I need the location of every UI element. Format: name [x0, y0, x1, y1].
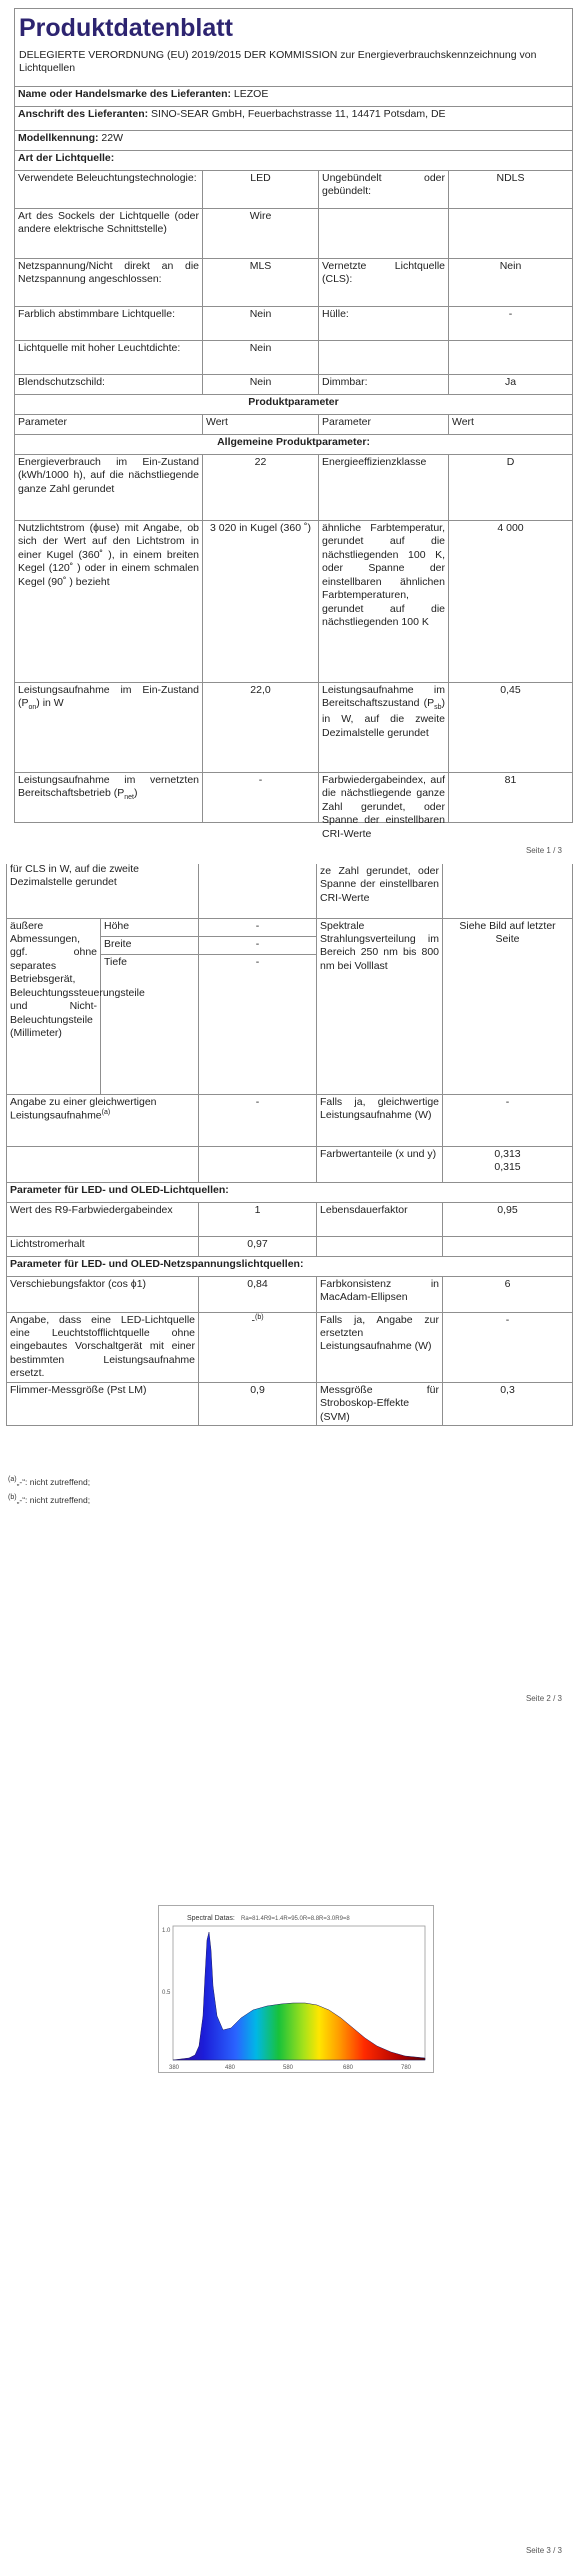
colour-value: Nein: [203, 307, 319, 341]
replace2-label: Falls ja, Angabe zur ersetzten Leistungsaufnahme (W): [317, 1312, 443, 1382]
life-value: 0,95: [443, 1202, 573, 1236]
maint-value: 0,97: [199, 1236, 317, 1256]
dpf-value: 0,84: [199, 1276, 317, 1312]
x-tick-label: 380: [169, 2065, 180, 2071]
page-1: [0, 0, 576, 860]
mains-value: MLS: [203, 259, 319, 307]
envelope-value: -: [449, 307, 573, 341]
glare-value: Nein: [203, 375, 319, 395]
spectrum-header: Ra=81.4R9=1.4R=95.0R=8.8R=3.0R9=8: [241, 1916, 350, 1922]
light-source-section: Art der Lichtquelle:: [15, 151, 573, 171]
envelope-label: Hülle:: [319, 307, 449, 341]
col-value-header: Wert: [203, 415, 319, 435]
x-tick-label: 580: [283, 2065, 294, 2071]
dimmable-value: Ja: [449, 375, 573, 395]
address-row: [15, 107, 573, 131]
flicker-value: 0,9: [199, 1382, 317, 1425]
model-label: Modellkennung:: [18, 132, 99, 144]
eclass-value: D: [449, 455, 573, 521]
header-cell: [15, 9, 573, 87]
pnet-value-cont: [199, 864, 317, 918]
datasheet-table-page-2: [6, 864, 573, 1426]
cri-label-cont: ze Zahl gerundet, oder Spanne der einstellbaren CRI-Werte: [317, 864, 443, 918]
energy-value: 22: [203, 455, 319, 521]
height-label: Höhe: [101, 918, 199, 936]
equiv2-label: Falls ja, gleichwertige Leistungsaufnahme (W): [317, 1094, 443, 1146]
equiv-value: -: [199, 1094, 317, 1146]
empty-cell: [449, 341, 573, 375]
empty-cell: [319, 209, 449, 259]
pnet-label: Leistungsaufnahme im vernetzten Bereitschaftsbetrieb $(P_{net})$: [15, 773, 203, 823]
directional-value: NDLS: [449, 171, 573, 209]
footnote-a: $^{(a)}$„-“: nicht zutreffend;: [8, 1476, 91, 1487]
cri-value: 81: [449, 773, 573, 823]
x-tick-label: 780: [401, 2065, 412, 2071]
empty-cell: [319, 341, 449, 375]
chroma-label: Farbwertanteile (x und y): [317, 1146, 443, 1182]
directional-label: Ungebündelt oder gebündelt:: [319, 171, 449, 209]
general-params-section: Allgemeine Produktparameter:: [15, 435, 573, 455]
page-number: Seite 2 / 3: [525, 1694, 562, 1703]
led-oled-section: Parameter für LED- und OLED-Lichtquellen:: [7, 1182, 573, 1202]
glare-label: Blendschutzschild:: [15, 375, 203, 395]
empty-cell: [443, 1236, 573, 1256]
flux-label: Nutzlichtstrom (ϕuse) mit Angabe, ob sich der Wert auf den Lichtstrom in einer Kugel (360˚ ), in einem breiten Kegel (120˚ ) oder in einem schmalen Kegel (90˚ ) bezieht: [15, 521, 203, 683]
replace-value: -$^{(b)}$: [199, 1312, 317, 1382]
pon-value: 22,0: [203, 683, 319, 773]
spd-value: Siehe Bild auf letzter Seite: [443, 918, 573, 1094]
r9-label: Wert des R9-Farbwiedergabeindex: [7, 1202, 199, 1236]
socket-value: Wire: [203, 209, 319, 259]
address-label: Anschrift des Lieferanten:: [18, 108, 149, 120]
psb-value: 0,45: [449, 683, 573, 773]
equiv2-value: -: [443, 1094, 573, 1146]
cct-value: 4 000: [449, 521, 573, 683]
x-tick-label: 680: [343, 2065, 354, 2071]
tech-label: Verwendete Beleuchtungstechnologie:: [15, 171, 203, 209]
cri-value-cont: [443, 864, 573, 918]
cls-value: Nein: [449, 259, 573, 307]
product-params-section: Produktparameter: [15, 395, 573, 415]
high-lum-label: Lichtquelle mit hoher Leuchtdichte:: [15, 341, 203, 375]
col-param-header: Parameter: [15, 415, 203, 435]
width-value: -: [199, 936, 317, 954]
x-tick-label: 480: [225, 2065, 236, 2071]
model-row: [15, 131, 573, 151]
svm-value: 0,3: [443, 1382, 573, 1425]
dpf-label: Verschiebungsfaktor (cos ϕ1): [7, 1276, 199, 1312]
macadam-value: 6: [443, 1276, 573, 1312]
replace-label: Angabe, dass eine LED-Lichtquelle eine Leuchtstofflichtquelle ohne eingebautes Vorschaltgerät mit einer bestimmten Leistungsaufnahme ersetzt.: [7, 1312, 199, 1382]
empty-cell: [317, 1236, 443, 1256]
spd-label: Spektrale Strahlungsverteilung im Bereich 250 nm bis 800 nm bei Volllast: [317, 918, 443, 1094]
replace2-value: -: [443, 1312, 573, 1382]
flicker-label: Flimmer-Messgröße (Pst LM): [7, 1382, 199, 1425]
brand-row: [15, 87, 573, 107]
y-tick-label: 0.5: [162, 1990, 171, 1996]
page-number: Seite 3 / 3: [525, 2546, 562, 2555]
r9-value: 1: [199, 1202, 317, 1236]
cls-label: Vernetzte Lichtquelle (CLS):: [319, 259, 449, 307]
macadam-label: Farbkonsistenz in MacAdam-Ellipsen: [317, 1276, 443, 1312]
empty-cell: [449, 209, 573, 259]
y-tick-label: 1.0: [162, 1928, 171, 1934]
depth-value: -: [199, 954, 317, 1094]
led-mains-section: Parameter für LED- und OLED-Netzspannungslichtquellen:: [7, 1256, 573, 1276]
depth-label: Tiefe: [101, 954, 199, 1094]
brand-value: LEZOE: [233, 88, 269, 100]
socket-label: Art des Sockels der Lichtquelle (oder andere elektrische Schnittstelle): [15, 209, 203, 259]
svm-label: Messgröße für Stroboskop-Effekte (SVM): [317, 1382, 443, 1425]
col-param-header: Parameter: [319, 415, 449, 435]
psb-label: Leistungsaufnahme im Bereitschaftszustand $(P_{sb})$ in W, auf die zweite Dezimalstelle gerundet: [319, 683, 449, 773]
datasheet-table-page-1: [14, 8, 573, 840]
equiv-label: Angabe zu einer gleichwertigen Leistungsaufnahme$^{(a)}$: [7, 1094, 199, 1146]
col-value-header: Wert: [449, 415, 573, 435]
dimmable-label: Dimmbar:: [319, 375, 449, 395]
page-subtitle: DELEGIERTE VERORDNUNG (EU) 2019/2015 DER KOMMISSION zur Energieverbrauchskennzeichnung von Lichtquellen: [19, 48, 537, 74]
page-number: Seite 1 / 3: [525, 846, 562, 855]
maint-label: Lichtstromerhalt: [7, 1236, 199, 1256]
spectrum-chart: [159, 1906, 433, 2072]
pnet-label-cont: für CLS in W, auf die zweite Dezimalstelle gerundet: [7, 864, 199, 918]
empty-cell: [7, 1146, 199, 1182]
pon-label: Leistungsaufnahme im Ein-Zustand $(P_{on})$ in W: [15, 683, 203, 773]
colour-label: Farblich abstimmbare Lichtquelle:: [15, 307, 203, 341]
spectrum-figure: [158, 1905, 434, 2073]
model-value: 22W: [101, 132, 124, 144]
tech-value: LED: [203, 171, 319, 209]
page-title: Produktdatenblatt: [19, 14, 233, 42]
footnote-b: $^{(b)}$„-“: nicht zutreffend;: [8, 1494, 91, 1505]
dims-label: äußere Abmessungen, ggf. ohne separates Betriebsgerät, Beleuchtungssteuerungsteile und Nicht-Beleuchtungsteile (Millimeter): [7, 918, 101, 1094]
energy-label: Energieverbrauch im Ein-Zustand (kWh/1000 h), auf die nächstliegende ganze Zahl gerundet: [15, 455, 203, 521]
page-3: [0, 1710, 576, 2560]
cri-label: Farbwiedergabeindex, auf die nächstliegende ganze Zahl gerundet, oder Spanne der einstellbaren CRI-Werte: [319, 773, 449, 823]
pnet-value: -: [203, 773, 319, 823]
eclass-label: Energieeffizienzklasse: [319, 455, 449, 521]
empty-cell: [199, 1146, 317, 1182]
mains-label: Netzspannung/Nicht direkt an die Netzspannung angeschlossen:: [15, 259, 203, 307]
brand-label: Name oder Handelsmarke des Lieferanten:: [18, 88, 231, 100]
high-lum-value: Nein: [203, 341, 319, 375]
height-value: -: [199, 918, 317, 936]
width-label: Breite: [101, 936, 199, 954]
address-value: SINO-SEAR GmbH, Feuerbachstrasse 11, 14471 Potsdam, DE: [151, 108, 446, 120]
spectrum-title: Spectral Datas:: [187, 1915, 235, 1922]
flux-value: 3 020 in Kugel (360 ˚): [203, 521, 319, 683]
cct-label: ähnliche Farbtemperatur, gerundet auf die nächstliegenden 100 K, oder Spanne der einstellbaren ähnlichen Farbtemperaturen, gerundet auf die nächstliegenden 100 K: [319, 521, 449, 683]
life-label: Lebensdauerfaktor: [317, 1202, 443, 1236]
chroma-value: 0,313 0,315: [443, 1146, 573, 1182]
page-2: [0, 860, 576, 1710]
